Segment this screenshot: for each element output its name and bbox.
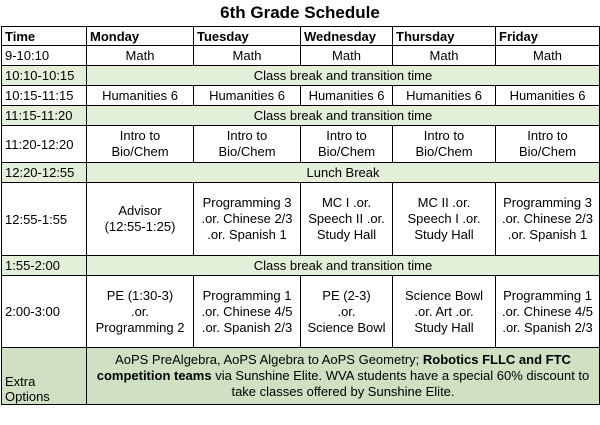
schedule-title: 6th Grade Schedule <box>220 3 380 22</box>
table-row <box>2 126 600 163</box>
extra-options-label: Extra Options <box>2 348 87 405</box>
class-cell: Advisor (12:55-1:25) <box>87 183 194 256</box>
break-cell: Class break and transition time <box>87 256 600 276</box>
time-cell: 9-10:10 <box>2 46 87 66</box>
class-cell: Math <box>87 46 194 66</box>
break-cell: Class break and transition time <box>87 66 600 86</box>
class-cell: Humanities 6 <box>194 86 301 106</box>
break-row <box>2 256 600 276</box>
class-cell: Intro to Bio/Chem <box>301 126 393 163</box>
robotics-bold-text: Robotics FLLC and FTC competition teams <box>96 352 571 383</box>
class-cell: Math <box>194 46 301 66</box>
class-cell: Intro to Bio/Chem <box>496 126 600 163</box>
table-row <box>2 183 600 256</box>
class-cell: Intro to Bio/Chem <box>393 126 496 163</box>
break-row <box>2 66 600 86</box>
header-wednesday: Wednesday <box>301 27 393 46</box>
class-cell: PE (1:30-3) .or. Programming 2 <box>87 276 194 348</box>
class-cell: Humanities 6 <box>87 86 194 106</box>
extra-options-row <box>2 348 600 405</box>
header-time: Time <box>2 27 87 46</box>
schedule-table <box>1 26 600 405</box>
class-cell: Humanities 6 <box>496 86 600 106</box>
class-cell: Math <box>393 46 496 66</box>
class-cell: Programming 3 .or. Chinese 2/3 .or. Spanish 1 <box>496 183 600 256</box>
class-cell: Programming 3 .or. Chinese 2/3 .or. Spanish 1 <box>194 183 301 256</box>
header-friday: Friday <box>496 27 600 46</box>
header-monday: Monday <box>87 27 194 46</box>
header-tuesday: Tuesday <box>194 27 301 46</box>
time-cell: 12:55-1:55 <box>2 183 87 256</box>
class-cell: Programming 1 .or. Chinese 4/5 .or. Spanish 2/3 <box>496 276 600 348</box>
time-cell: 10:10-10:15 <box>2 66 87 86</box>
header-thursday: Thursday <box>393 27 496 46</box>
extra-options-text: AoPS PreAlgebra, AoPS Algebra to AoPS Geometry; Robotics FLLC and FTC competition teams via Sunshine Elite. WVA students have a special 60% discount to take classes offered by Sunshine Elite. <box>87 348 600 405</box>
table-row <box>2 46 600 66</box>
lunch-cell: Lunch Break <box>87 163 600 183</box>
class-cell: Intro to Bio/Chem <box>87 126 194 163</box>
class-cell: Math <box>496 46 600 66</box>
class-cell: Intro to Bio/Chem <box>194 126 301 163</box>
class-cell: Humanities 6 <box>301 86 393 106</box>
class-cell: Math <box>301 46 393 66</box>
break-row <box>2 163 600 183</box>
header-row <box>2 27 600 46</box>
time-cell: 12:20-12:55 <box>2 163 87 183</box>
break-cell: Class break and transition time <box>87 106 600 126</box>
time-cell: 2:00-3:00 <box>2 276 87 348</box>
time-cell: 11:20-12:20 <box>2 126 87 163</box>
time-cell: 10:15-11:15 <box>2 86 87 106</box>
time-cell: 11:15-11:20 <box>2 106 87 126</box>
break-row <box>2 106 600 126</box>
table-row <box>2 86 600 106</box>
class-cell: Science Bowl .or. Art .or. Study Hall <box>393 276 496 348</box>
time-cell: 1:55-2:00 <box>2 256 87 276</box>
class-cell: Programming 1 .or. Chinese 4/5 .or. Spanish 2/3 <box>194 276 301 348</box>
class-cell: MC II .or. Speech I .or. Study Hall <box>393 183 496 256</box>
class-cell: Humanities 6 <box>393 86 496 106</box>
class-cell: PE (2-3) .or. Science Bowl <box>301 276 393 348</box>
table-row <box>2 276 600 348</box>
class-cell: MC I .or. Speech II .or. Study Hall <box>301 183 393 256</box>
